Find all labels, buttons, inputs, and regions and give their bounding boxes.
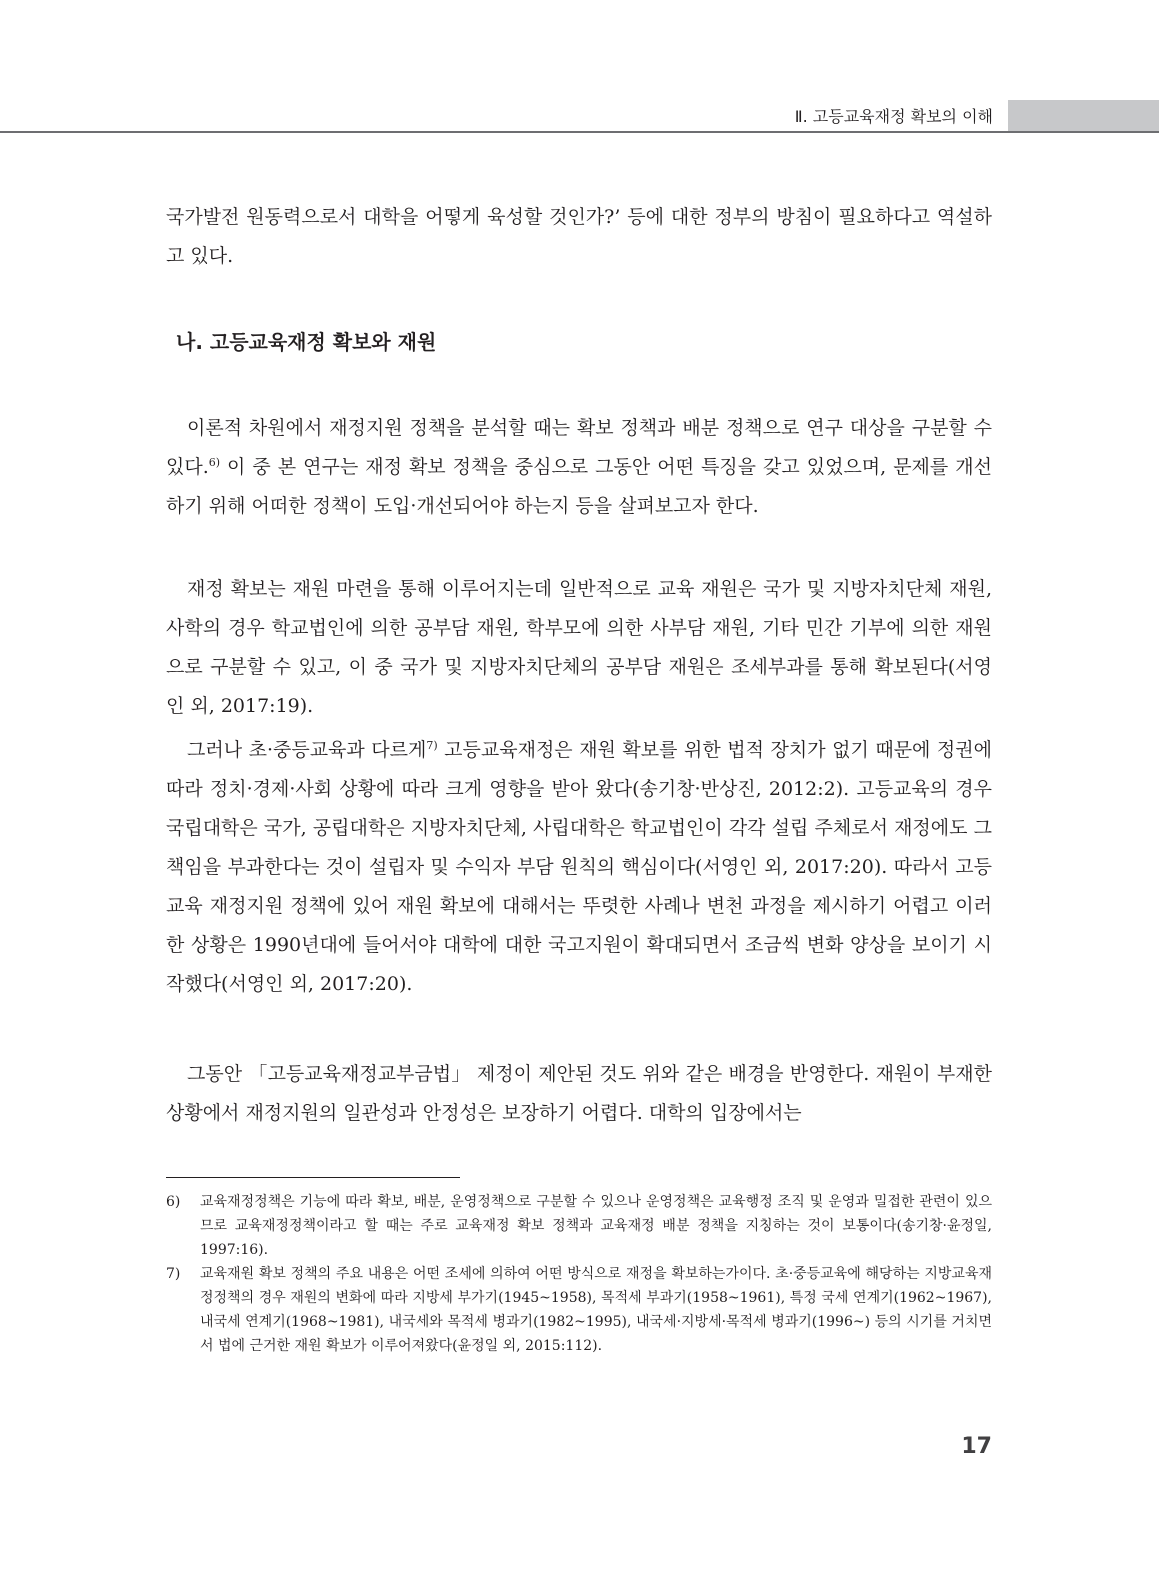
page-number: 17 <box>961 1434 992 1459</box>
footnote-divider <box>166 1177 460 1178</box>
section-heading: 나. 고등교육재정 확보와 재원 <box>176 330 437 354</box>
paragraph-3-text-a: 그러나 초·중등교육과 다르게 <box>187 739 427 761</box>
paragraph-1-text-a: 이론적 차원에서 재정지원 정책을 분석할 때는 확보 정책과 배분 정책으로 연구 대상을 구분할 수 있다. <box>166 417 992 478</box>
paragraph-3-text-b: 고등교육재정은 재원 확보를 위한 법적 장치가 없기 때문에 정권에 따라 정치·경제·사회 상황에 따라 크게 영향을 받아 왔다(송기창·반상진, 2012:2). 고등교육의 경우 국립대학은 국가, 공립대학은 지방자치단체, 사립대학은 학교법인이 각각 설립 주체로서 재정에도 그 책임을 부과한다는 것이 설립자 및 수익자 부담 원칙의 핵심이다(서영인 외, 2017:20). 따라서 고등교육 재정지원 정책에 있어 재원 확보에 대해서는 뚜렷한 사례나 변천 과정을 제시하기 어렵고 이러한 상황은 1990년대에 들어서야 대학에 대한 국고지원이 확대되면서 조금씩 변화 양상을 보이기 시작했다(서영인 외, 2017:20). <box>166 739 992 995</box>
paragraph-1-text-b: 이 중 본 연구는 재정 확보 정책을 중심으로 그동안 어떤 특징을 갖고 있었으며, 문제를 개선하기 위해 어떠한 정책이 도입·개선되어야 하는지 등을 살펴보고자 한다. <box>166 456 992 517</box>
paragraph-3 <box>166 731 992 1004</box>
intro-paragraph: 국가발전 원동력으로서 대학을 어떻게 육성할 것인가?’ 등에 대한 정부의 방침이 필요하다고 역설하고 있다. <box>166 206 992 267</box>
footnote-text: 교육재정정책은 기능에 따라 확보, 배분, 운영정책으로 구분할 수 있으나 운영정책은 교육행정 조직 및 운영과 밀접한 관련이 있으므로 교육재정정책이라고 할 때는 주로 교육재정 확보 정책과 교육재정 배분 정책을 지칭하는 것이 보통이다(송기창·윤정일, 1997:16). <box>200 1194 992 1258</box>
paragraph-2: 재정 확보는 재원 마련을 통해 이루어지는데 일반적으로 교육 재원은 국가 및 지방자치단체 재원, 사학의 경우 학교법인에 의한 공부담 재원, 학부모에 의한 사부담 재원, 기타 민간 기부에 의한 재원으로 구분할 수 있고, 이 중 국가 및 지방자치단체의 공부담 재원은 조세부과를 통해 확보된다(서영인 외, 2017:19). <box>166 578 992 717</box>
header-tab-bar <box>1008 100 1159 131</box>
footnote-ref-6[interactable]: 6) <box>208 456 221 469</box>
footnote-ref-7[interactable]: 7) <box>426 739 438 752</box>
footnote-7 <box>166 1262 992 1358</box>
footnote-number: 6) <box>166 1194 181 1210</box>
paragraph-4: 그동안 「고등교육재정교부금법」 제정이 제안된 것도 위와 같은 배경을 반영한다. 재원이 부재한 상황에서 재정지원의 일관성과 안정성은 보장하기 어렵다. 대학의 입장에서는 <box>166 1063 992 1124</box>
header-rule <box>0 131 1159 133</box>
footnote-number: 7) <box>166 1266 181 1282</box>
running-header: Ⅱ. 고등교육재정 확보의 이해 <box>794 107 993 126</box>
paragraph-1 <box>166 409 992 526</box>
footnotes <box>166 1190 992 1358</box>
footnote-text: 교육재원 확보 정책의 주요 내용은 어떤 조세에 의하여 어떤 방식으로 재정을 확보하는가이다. 초·중등교육에 해당하는 지방교육재정정책의 경우 재원의 변화에 따라 지방세 부가기(1945~1958), 목적세 부과기(1958~1961), 특정 국세 연계기(1962~1967), 내국세 연계기(1968~1981), 내국세와 목적세 병과기(1982~1995), 내국세·지방세·목적세 병과기(1996~) 등의 시기를 거치면서 법에 근거한 재원 확보가 이루어져왔다(윤정일 외, 2015:112). <box>200 1266 992 1354</box>
footnote-6 <box>166 1190 992 1262</box>
